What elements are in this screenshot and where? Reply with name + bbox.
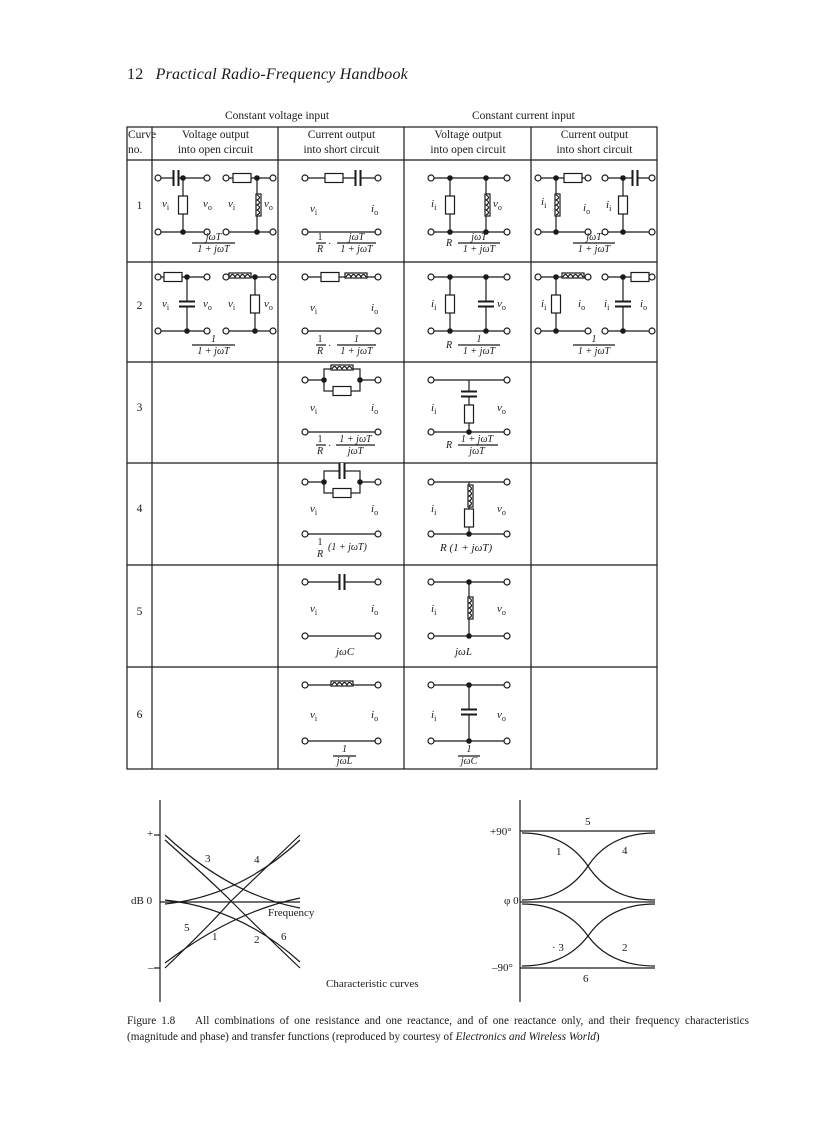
tick-plus: + bbox=[147, 828, 154, 840]
tick-minus-90: –90° bbox=[492, 962, 513, 974]
transfer-r4c3: R (1 + jωT) bbox=[440, 542, 493, 554]
label-io: $i_o$ bbox=[578, 298, 586, 313]
row-number-1: 1 bbox=[136, 200, 143, 212]
transfer-r1c2-coef: 1 R bbox=[316, 232, 324, 255]
label-io: $i_o$ bbox=[371, 503, 379, 518]
row-number-3: 3 bbox=[136, 402, 143, 414]
label-io: $i_o$ bbox=[583, 202, 591, 217]
label-vi: $v_i$ bbox=[162, 198, 170, 213]
label-ii: $i_i$ bbox=[431, 603, 437, 618]
label-ii: $i_i$ bbox=[541, 298, 547, 313]
label-vo: $v_o$ bbox=[264, 198, 273, 213]
label-ii: $i_i$ bbox=[431, 402, 437, 417]
caption-prefix: Figure 1.8 bbox=[127, 1015, 176, 1027]
phase-chart bbox=[520, 800, 655, 1002]
transfer-r2c1: 1 1 + jωT bbox=[197, 334, 230, 357]
curve-1 bbox=[522, 833, 655, 900]
label-io: $i_o$ bbox=[371, 402, 379, 417]
label-io: $i_o$ bbox=[640, 298, 648, 313]
caption-text: All combinations of one resistance and one reactance, and of one reactance only, and their frequency characteristics (magnitude and phase) and transfer functions (reproduced by courtesy of bbox=[127, 1015, 749, 1043]
curve-6 bbox=[165, 840, 300, 904]
phase-label-6: 6 bbox=[583, 973, 589, 985]
mag-label-2: 2 bbox=[254, 934, 260, 946]
label-vo: $v_o$ bbox=[203, 198, 212, 213]
table-grid bbox=[127, 127, 657, 769]
row-number-6: 6 bbox=[136, 709, 143, 721]
label-ii: $i_i$ bbox=[541, 196, 547, 211]
label-ii: $i_i$ bbox=[431, 298, 437, 313]
label-vo: $v_o$ bbox=[497, 298, 506, 313]
label-vi: $v_i$ bbox=[310, 503, 318, 518]
transfer-r5c3: jωL bbox=[455, 646, 472, 658]
label-vo: $v_o$ bbox=[497, 402, 506, 417]
transfer-r1c4: jωT 1 + jωT bbox=[577, 232, 611, 255]
transfer-r1c3: jωT 1 + jωT bbox=[462, 232, 496, 255]
caption-suffix: ) bbox=[595, 1030, 600, 1043]
label-io: $i_o$ bbox=[371, 203, 379, 218]
label-vi: $v_i$ bbox=[228, 198, 236, 213]
label-vi: $v_i$ bbox=[310, 302, 318, 317]
label-vo: $v_o$ bbox=[203, 298, 212, 313]
transfer-r2c2-dot: · bbox=[328, 341, 332, 352]
row-number-4: 4 bbox=[136, 503, 143, 515]
page-number: 12 bbox=[127, 66, 144, 83]
label-ii: $i_i$ bbox=[431, 503, 437, 518]
row-number-2: 2 bbox=[136, 300, 143, 312]
transfer-r3c2-coef: 1 R bbox=[316, 434, 324, 457]
magnitude-chart bbox=[154, 800, 300, 1002]
phase-label-5: 5 bbox=[585, 816, 591, 828]
label-ii: $i_i$ bbox=[431, 198, 437, 213]
label-ii: $i_i$ bbox=[604, 298, 610, 313]
label-vi: $v_i$ bbox=[228, 298, 236, 313]
label-vi: $v_i$ bbox=[310, 203, 318, 218]
label-vo: $v_o$ bbox=[497, 603, 506, 618]
label-vo: $v_o$ bbox=[264, 298, 273, 313]
transfer-r1c1: jωT 1 + jωT bbox=[197, 232, 230, 255]
col-header-1: Voltage output into open circuit bbox=[177, 129, 254, 156]
label-ii: $i_i$ bbox=[606, 199, 612, 214]
row-number-5: 5 bbox=[136, 606, 143, 618]
mag-label-3: 3 bbox=[205, 853, 211, 865]
col-header-2: Current output into short circuit bbox=[303, 129, 380, 156]
transfer-r1c3-r: R bbox=[446, 238, 453, 249]
label-vi: $v_i$ bbox=[310, 402, 318, 417]
mag-label-4: 4 bbox=[254, 854, 260, 866]
chart-title: Characteristic curves bbox=[326, 978, 419, 990]
book-title: Practical Radio-Frequency Handbook bbox=[155, 66, 408, 83]
transfer-r4c2-coef: 1 R bbox=[316, 537, 324, 560]
tick-minus: – bbox=[148, 962, 154, 974]
transfer-r3c2-dot: · bbox=[328, 441, 332, 452]
transfer-r6c2: 1 jωL bbox=[336, 744, 353, 767]
group-header-constant-current: Constant current input bbox=[472, 110, 575, 122]
label-io: $i_o$ bbox=[371, 603, 379, 618]
tick-plus-90: +90° bbox=[490, 826, 512, 838]
label-vi: $v_i$ bbox=[162, 298, 170, 313]
mag-label-1: 1 bbox=[212, 931, 218, 943]
label-io: $i_o$ bbox=[371, 302, 379, 317]
transfer-r1c2-dot: · bbox=[328, 239, 332, 250]
label-vi: $v_i$ bbox=[310, 603, 318, 618]
mag-label-5: 5 bbox=[184, 922, 190, 934]
mag-label-6: 6 bbox=[281, 931, 287, 943]
label-vo: $v_o$ bbox=[497, 709, 506, 724]
curve-3 bbox=[165, 835, 300, 908]
label-vi: $v_i$ bbox=[310, 709, 318, 724]
transfer-r5c2: jωC bbox=[336, 646, 355, 658]
transfer-r3c3: 1 + jωT jωT bbox=[460, 434, 494, 457]
phase-label-2: 2 bbox=[622, 942, 628, 954]
x-axis-label: Frequency bbox=[268, 907, 315, 919]
tick-db-0: dB 0 bbox=[131, 895, 153, 907]
transfer-r3c2: 1 + jωT jωT bbox=[339, 434, 372, 457]
col-header-4: Current output into short circuit bbox=[556, 129, 633, 156]
col-header-curve: Curve no. bbox=[128, 129, 157, 156]
tick-phi-0: φ 0 bbox=[504, 895, 519, 907]
transfer-r4c2: (1 + jωT) bbox=[328, 542, 367, 553]
group-header-constant-voltage: Constant voltage input bbox=[225, 110, 330, 122]
label-vo: $v_o$ bbox=[493, 198, 502, 213]
label-vo: $v_o$ bbox=[497, 503, 506, 518]
transfer-r2c3-r: R bbox=[446, 340, 453, 351]
phase-label-3: · 3 bbox=[552, 942, 564, 954]
transfer-r6c3: 1 jωC bbox=[460, 744, 478, 767]
caption-source: Electronics and Wireless World bbox=[455, 1030, 596, 1043]
transfer-r3c3-r: R bbox=[446, 440, 453, 451]
curve-2 bbox=[522, 904, 655, 966]
transfer-r2c2: 1 1 + jωT bbox=[340, 334, 373, 357]
transfer-r1c2: jωT 1 + jωT bbox=[340, 232, 373, 255]
transfer-r2c3: 1 1 + jωT bbox=[462, 334, 496, 357]
figure-caption bbox=[127, 1014, 749, 1045]
col-header-3: Voltage output into open circuit bbox=[430, 129, 506, 156]
label-ii: $i_i$ bbox=[431, 709, 437, 724]
transfer-r2c2-coef: 1 R bbox=[316, 334, 324, 357]
label-io: $i_o$ bbox=[371, 709, 379, 724]
transfer-r2c4: 1 1 + jωT bbox=[577, 334, 611, 357]
phase-label-4: 4 bbox=[622, 845, 628, 857]
phase-label-1: 1 bbox=[556, 846, 562, 858]
